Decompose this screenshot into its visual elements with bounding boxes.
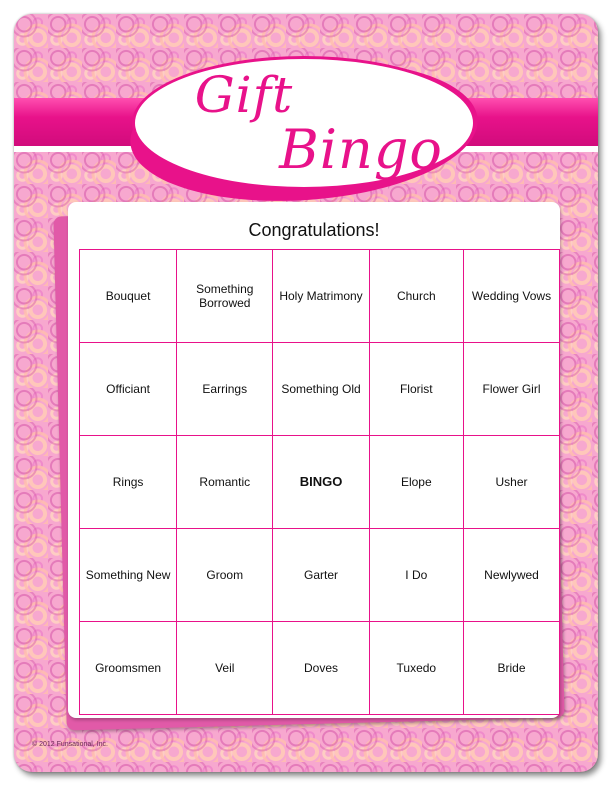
- bingo-cell: Bouquet: [80, 250, 177, 343]
- title-bingo: Bingo: [279, 118, 443, 181]
- bingo-cell: I Do: [369, 529, 463, 622]
- grid-row: [80, 343, 560, 436]
- bingo-cell: Flower Girl: [464, 343, 560, 436]
- bingo-cell: Romantic: [177, 436, 273, 529]
- bingo-cell: Rings: [80, 436, 177, 529]
- bingo-cell: Usher: [464, 436, 560, 529]
- bingo-cell: Groom: [177, 529, 273, 622]
- bingo-cell: Garter: [273, 529, 369, 622]
- bingo-cell: Something Old: [273, 343, 369, 436]
- bingo-cell: Florist: [369, 343, 463, 436]
- bingo-grid: [79, 249, 560, 715]
- bingo-cell: Tuxedo: [369, 622, 463, 715]
- bingo-cell: Veil: [177, 622, 273, 715]
- bingo-cell: Elope: [369, 436, 463, 529]
- title-gift: Gift: [194, 66, 294, 124]
- free-space-cell: BINGO: [273, 436, 369, 529]
- grid-row: [80, 622, 560, 715]
- bingo-cell: Officiant: [80, 343, 177, 436]
- grid-row: [80, 436, 560, 529]
- bingo-cell: Holy Matrimony: [273, 250, 369, 343]
- bingo-cell: Wedding Vows: [464, 250, 560, 343]
- bingo-cell: Earrings: [177, 343, 273, 436]
- subtitle: Congratulations!: [248, 220, 380, 240]
- bingo-cell: Groomsmen: [80, 622, 177, 715]
- bingo-cell: Something New: [80, 529, 177, 622]
- bingo-cell: Newlywed: [464, 529, 560, 622]
- bingo-sheet: [68, 202, 560, 718]
- bingo-cell: Doves: [273, 622, 369, 715]
- grid-row: [80, 529, 560, 622]
- bingo-cell: Bride: [464, 622, 560, 715]
- bingo-cell: Something Borrowed: [177, 250, 273, 343]
- bingo-card: [14, 14, 598, 772]
- copyright: © 2012 Funsational, Inc.: [32, 741, 108, 748]
- grid-row: [80, 250, 560, 343]
- bingo-cell: Church: [369, 250, 463, 343]
